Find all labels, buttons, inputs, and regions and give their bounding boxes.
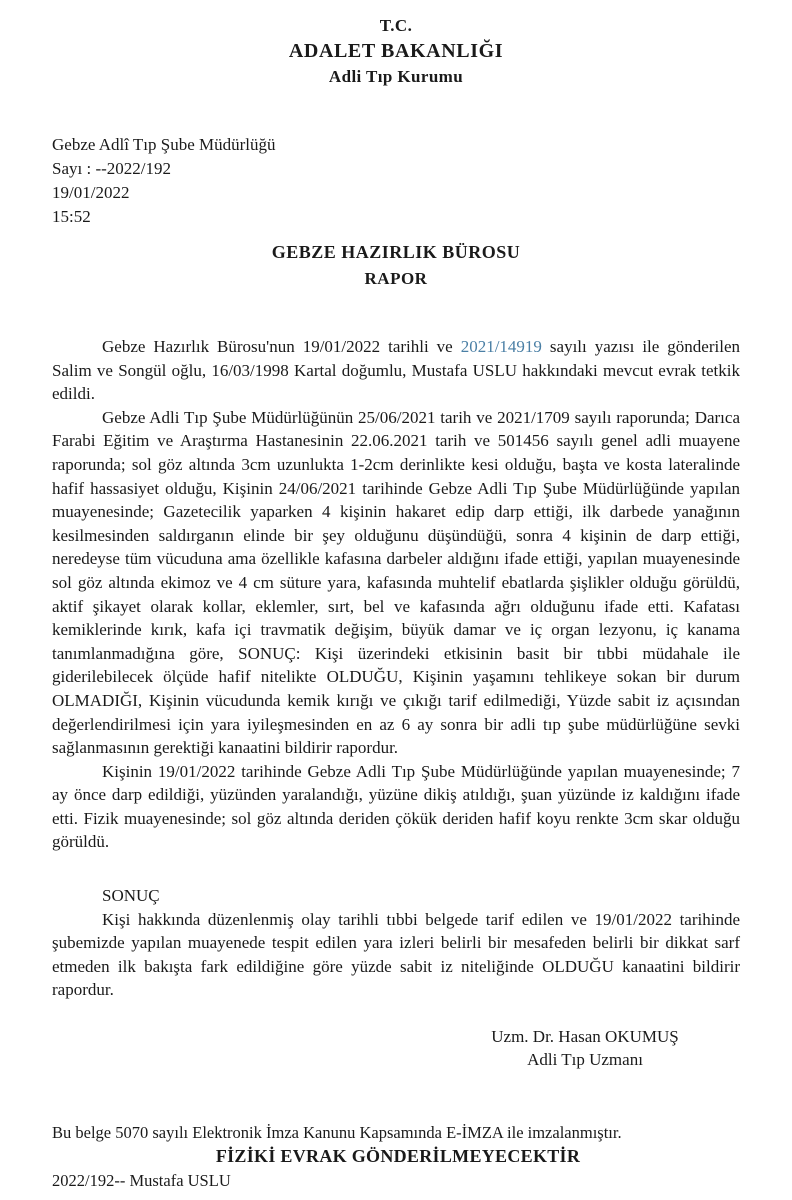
paragraph-1-text-after-reference: sayılı yazısı ile gönderilen Salim ve Songül oğlu, 16/03/1998 Kartal doğumlu, Mustafa USLU hakkındaki mevcut evrak tetkik edildi.: [52, 337, 740, 404]
letterhead-institution: Adli Tıp Kurumu: [328, 67, 464, 86]
letterhead: [0, 0, 792, 85]
paragraph-3: Kişinin 19/01/2022 tarihinde Gebze Adli Tıp Şube Müdürlüğünde yapılan muayenesinde; 7 ay önce darp edildiği, yüzünden yaralandığı, yüzüne dikiş atıldığı, şuan yüzünde iz kaldığını ifade etti. Fizik muayenesinde; sol göz altında deriden çökük deriden hafif koyu renkte 3cm skar olduğu görüldü.: [52, 761, 740, 852]
conclusion-block: [52, 884, 740, 1002]
conclusion-text: Kişi hakkında düzenlenmiş olay tarihli tıbbi belgede tarif edilen ve 19/01/2022 tarihinde şubemizde yapılan muayenede tespit edilen yara izleri belirli bir mesafeden belirli bir dikkat sarf etmeden ilk bakışta fark edildiğine göre yüzde sabit iz niteliğinde OLDUĞU kanaatini bildirir rapordur.: [52, 909, 740, 1000]
report-title-block: [0, 243, 792, 287]
address-sayi: Sayı : --2022/192: [52, 159, 171, 178]
signature-name: Uzm. Dr. Hasan OKUMUŞ: [491, 1027, 679, 1046]
signature-title: Adli Tıp Uzmanı: [527, 1050, 643, 1069]
document-footer: [52, 1122, 744, 1192]
address-block: [52, 133, 276, 229]
address-office: Gebze Adlî Tıp Şube Müdürlüğü: [52, 135, 276, 154]
reference-number-link[interactable]: 2021/14919: [460, 337, 542, 356]
letterhead-ministry: ADALET BAKANLIĞI: [288, 40, 504, 62]
signature-block: [430, 1025, 740, 1071]
address-date: 19/01/2022: [52, 183, 130, 202]
paragraph-2: Gebze Adli Tıp Şube Müdürlüğünün 25/06/2021 tarih ve 2021/1709 sayılı raporunda; Darıca Farabi Eğitim ve Araştırma Hastanesinin 22.06.2021 tarih ve 501456 sayılı genel adli muayene raporunda; sol göz altında 3cm uzunlukta 1-2cm derinlikte kesi olduğu, başta ve kosta lateralinde hafif hassasiyet olduğu, Kişinin 24/06/2021 tarihinde Gebze Adli Tıp Şube Müdürlüğünde yapılan muayenesinde; Gazetecilik yaparken 4 kişinin hakaret edip darp ettiği, ilk darbede yanağının kesilmesinden saldırganın elinde bir şey olduğunu düşündüğü, sonra 4 kişinin de darp ettiği, neredeyse tüm vücuduna ama özellikle kafasına darbeler aldığını ifade ettiği, yapılan muayenesinde sol göz altında ekimoz ve 4 cm süture yara, kafasında muhtelif ebatlarda şişlikler olduğu görüldü, aktif şikayet olarak kollar, eklemler, sırt, bel ve kafasında ağrı olduğunu ifade etti. Kafatası kemiklerinde kırık, kafa içi travmatik değişim, büyük damar ve iç organ lezyonu, iç kanama tanımlanmadığına göre, SONUÇ: Kişi üzerindeki etkisinin basit bir tıbbi müdahale ile giderilebilecek ölçüde hafif nitelikte OLDUĞU, Kişinin yaşamını tehlikeye sokan bir durum OLMADIĞI, Kişinin vücudunda kemik kırığı ve çıkığı tarif edilmediği, Yüzde sabit iz açısından değerlendirilmesi için yara iyileşmesinden en az 6 ay sonra bir adli tıp şube müdürlüğüne sevki sağlanmasının gerektiği kanaatini bildirir rapordur.: [52, 407, 740, 758]
report-title-main: GEBZE HAZIRLIK BÜROSU: [271, 242, 521, 262]
paragraph-1-text-before-reference: Gebze Hazırlık Bürosu'nun 19/01/2022 tarihli ve: [102, 337, 461, 356]
address-time: 15:52: [52, 207, 91, 226]
paragraph-1: [52, 335, 740, 406]
footer-reference: 2022/192-- Mustafa USLU: [52, 1171, 231, 1190]
letterhead-tc: T.C.: [379, 16, 413, 35]
document-body: [52, 335, 740, 854]
footer-physical-document-notice: FİZİKİ EVRAK GÖNDERİLMEYECEKTİR: [215, 1146, 581, 1166]
footer-esignature-notice: Bu belge 5070 sayılı Elektronik İmza Kanunu Kapsamında E-İMZA ile imzalanmıştır.: [52, 1123, 622, 1142]
report-title-sub: RAPOR: [364, 269, 428, 288]
conclusion-heading: SONUÇ: [102, 886, 160, 905]
